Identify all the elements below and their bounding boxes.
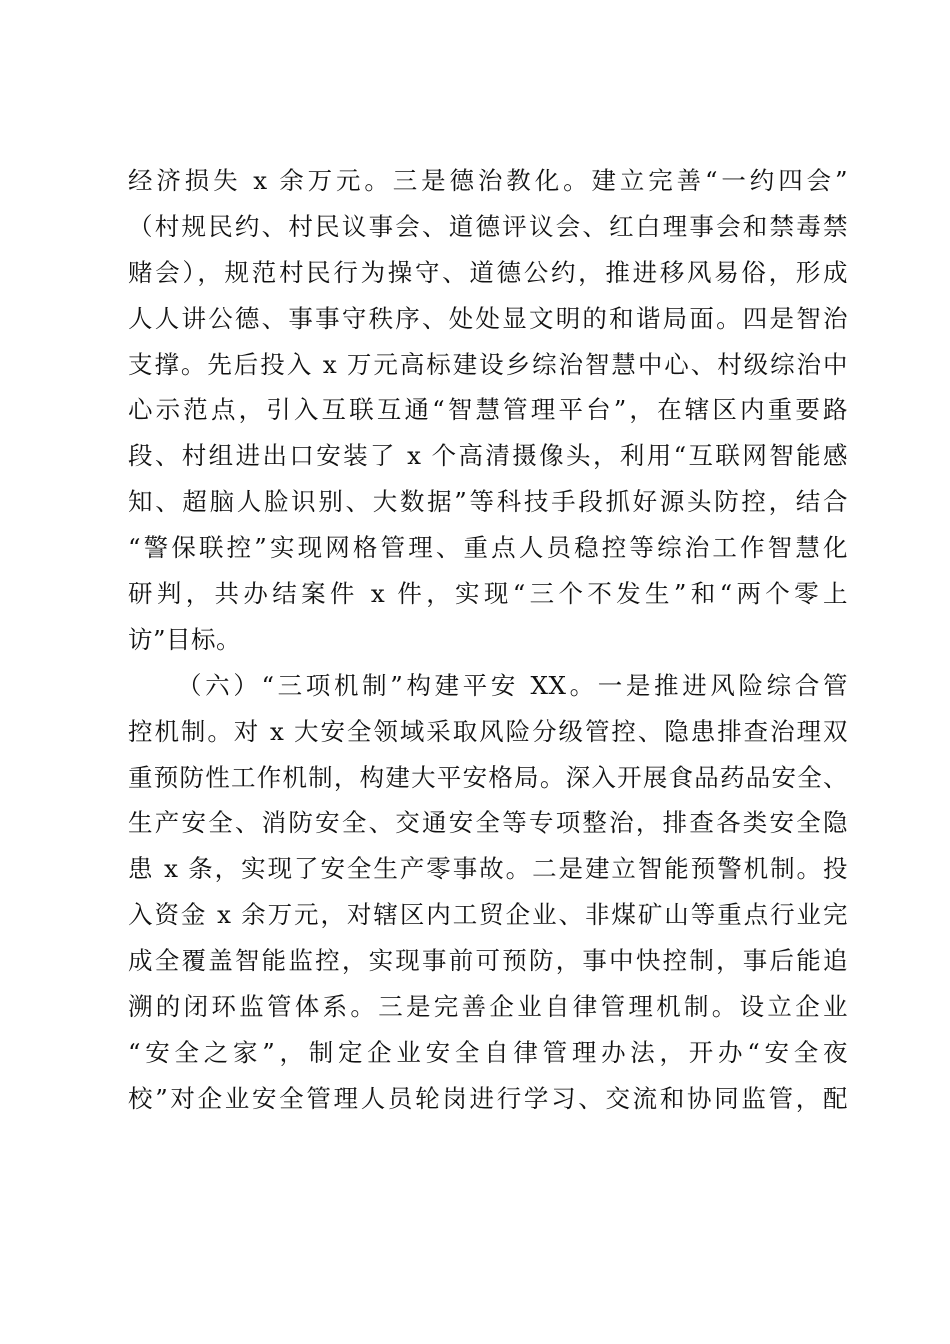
text-line: 溯的闭环监管体系。三是完善企业自律管理机制。设立企业 [128,992,848,1022]
text-line: 经济损失 x 余万元。三是德治教化。建立完善“一约四会” [128,166,848,195]
text-line: “安全之家”，制定企业安全自律管理办法，开办“安全夜 [128,1037,848,1067]
text-line: 赌会），规范村民行为操守、道德公约，推进移风易俗，形成 [128,257,848,287]
paragraph-1 [128,158,848,663]
text-line: 校”对企业安全管理人员轮岗进行学习、交流和协同监管，配 [128,1083,848,1113]
text-line: （六）“三项机制”构建平安 XX。一是推进风险综合管 [177,670,848,700]
text-line: 心示范点，引入互联互通“智慧管理平台”，在辖区内重要路 [128,395,848,425]
text-line: 重预防性工作机制，构建大平安格局。深入开展食品药品安全、 [128,762,848,792]
text-line: 控机制。对 x 大安全领域采取风险分级管控、隐患排查治理双 [128,716,848,746]
paragraph-2 [128,663,848,1122]
text-line: “警保联控”实现网格管理、重点人员稳控等综治工作智慧化 [128,533,848,563]
text-line: 访”目标。 [128,624,242,654]
text-line: 患 x 条，实现了安全生产零事故。二是建立智能预警机制。投 [128,854,848,884]
text-line: 入资金 x 余万元，对辖区内工贸企业、非煤矿山等重点行业完 [128,900,848,930]
text-line: 人人讲公德、事事守秩序、处处显文明的和谐局面。四是智治 [128,303,848,333]
text-line: （村规民约、村民议事会、道德评议会、红白理事会和禁毒禁 [128,211,848,241]
text-line: 知、超脑人脸识别、大数据”等科技手段抓好源头防控，结合 [128,487,848,517]
text-line: 成全覆盖智能监控，实现事前可预防，事中快控制，事后能追 [128,946,848,976]
text-line: 段、村组进出口安装了 x 个高清摄像头，利用“互联网智能感 [128,441,848,471]
text-line: 生产安全、消防安全、交通安全等专项整治，排查各类安全隐 [128,808,848,838]
text-line: 支撑。先后投入 x 万元高标建设乡综治智慧中心、村级综治中 [128,349,848,379]
text-line: 研判，共办结案件 x 件，实现“三个不发生”和“两个零上 [128,579,848,609]
body-text [128,158,848,1122]
